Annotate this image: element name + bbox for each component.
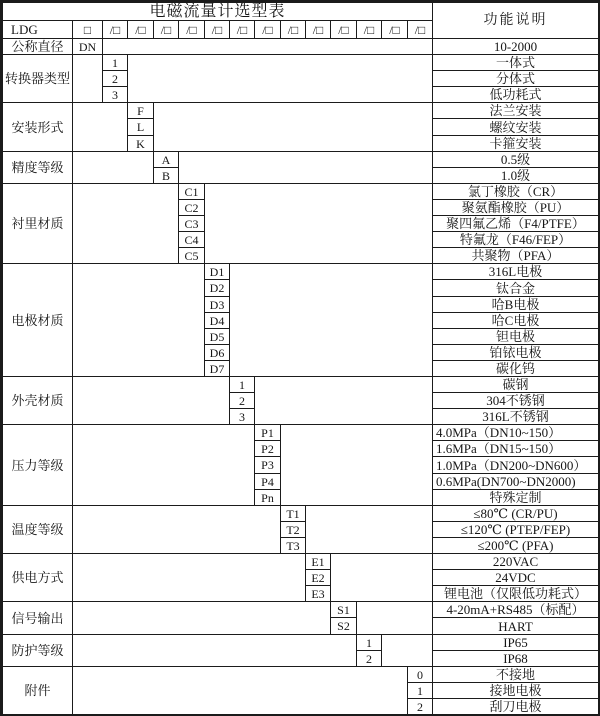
option-code-power-supply-E2: E2	[305, 569, 331, 586]
option-desc-pressure-rating-Pn: 特殊定制	[432, 489, 599, 506]
section-spacer-left-converter-type	[72, 54, 103, 103]
section-label-lining-material: 衬里材质	[2, 183, 73, 264]
option-code-housing-material-3: 3	[229, 408, 255, 425]
section-label-housing-material: 外壳材质	[2, 376, 73, 425]
section-spacer-right-converter-type	[127, 54, 433, 103]
section-label-converter-type: 转换器类型	[2, 54, 73, 103]
code-slot-12: /□	[381, 20, 408, 39]
section-spacer-right-pressure-rating	[280, 424, 433, 506]
option-code-converter-type-2: 2	[102, 70, 128, 87]
option-code-accessories-2: 2	[407, 698, 433, 715]
option-desc-accessories-2: 刮刀电极	[432, 698, 599, 715]
option-desc-accuracy-class-B: 1.0级	[432, 167, 599, 184]
section-label-nominal-diameter: 公称直径	[2, 38, 73, 55]
section-label-accuracy-class: 精度等级	[2, 151, 73, 184]
section-spacer-right-accuracy-class	[178, 151, 433, 184]
option-code-converter-type-3: 3	[102, 86, 128, 103]
option-code-pressure-rating-P2: P2	[254, 440, 281, 457]
option-desc-nominal-diameter-DN: 10-2000	[432, 38, 599, 55]
section-spacer-left-pressure-rating	[72, 424, 255, 506]
option-desc-lining-material-C2: 聚氨酯橡胶（PU）	[432, 199, 599, 216]
code-slot-6: /□	[229, 20, 255, 39]
section-spacer-left-installation-type	[72, 102, 128, 152]
option-code-installation-type-L: L	[127, 118, 154, 136]
option-code-lining-material-C4: C4	[178, 231, 205, 248]
option-code-temperature-rating-T3: T3	[280, 537, 306, 554]
option-desc-temperature-rating-T1: ≤80℃ (CR/PU)	[432, 505, 599, 522]
option-desc-power-supply-E3: 锂电池（仅限低功耗式）	[432, 585, 599, 602]
option-code-temperature-rating-T2: T2	[280, 521, 306, 538]
option-desc-pressure-rating-P4: 0.6MPa(DN700~DN2000)	[432, 473, 599, 490]
code-slot-1: /□	[102, 20, 128, 39]
section-spacer-right-housing-material	[254, 376, 433, 425]
option-code-pressure-rating-P4: P4	[254, 473, 281, 490]
function-description-header: 功能说明	[432, 2, 599, 39]
section-label-accessories: 附件	[2, 666, 73, 715]
option-desc-installation-type-K: 卡箍安装	[432, 135, 599, 152]
section-spacer-left-lining-material	[72, 183, 179, 264]
option-desc-protection-rating-2: IP68	[432, 650, 599, 667]
code-slot-8: /□	[280, 20, 306, 39]
option-code-lining-material-C1: C1	[178, 183, 205, 200]
option-desc-converter-type-3: 低功耗式	[432, 86, 599, 103]
option-desc-lining-material-C5: 共聚物（PFA）	[432, 247, 599, 264]
option-code-pressure-rating-P3: P3	[254, 456, 281, 474]
option-desc-electrode-material-D2: 钛合金	[432, 279, 599, 297]
code-slot-7: /□	[254, 20, 281, 39]
option-desc-accessories-0: 不接地	[432, 666, 599, 683]
section-label-signal-output: 信号输出	[2, 601, 73, 635]
code-slot-13: /□	[407, 20, 433, 39]
option-code-housing-material-2: 2	[229, 392, 255, 409]
option-code-accuracy-class-A: A	[153, 151, 179, 168]
section-spacer-left-accuracy-class	[72, 151, 154, 184]
section-spacer-right-nominal-diameter	[102, 38, 433, 55]
option-desc-power-supply-E1: 220VAC	[432, 553, 599, 570]
code-slot-9: /□	[305, 20, 331, 39]
option-code-lining-material-C2: C2	[178, 199, 205, 216]
option-desc-housing-material-3: 316L不锈钢	[432, 408, 599, 425]
option-code-pressure-rating-Pn: Pn	[254, 489, 281, 506]
model-code-cell: LDG	[2, 20, 73, 39]
option-code-installation-type-F: F	[127, 102, 154, 119]
section-label-power-supply: 供电方式	[2, 553, 73, 602]
option-code-electrode-material-D5: D5	[204, 328, 230, 345]
option-desc-pressure-rating-P1: 4.0MPa（DN10~150）	[432, 424, 599, 441]
code-slot-2: /□	[127, 20, 154, 39]
option-desc-electrode-material-D7: 碳化钨	[432, 360, 599, 377]
option-desc-temperature-rating-T2: ≤120℃ (PTEP/FEP)	[432, 521, 599, 538]
option-desc-converter-type-2: 分体式	[432, 70, 599, 87]
section-spacer-left-electrode-material	[72, 263, 205, 377]
option-desc-pressure-rating-P3: 1.0MPa（DN200~DN600）	[432, 456, 599, 474]
code-slot-10: /□	[330, 20, 357, 39]
section-spacer-left-accessories	[72, 666, 408, 715]
option-code-electrode-material-D4: D4	[204, 312, 230, 329]
option-code-signal-output-S2: S2	[330, 617, 357, 635]
section-label-pressure-rating: 压力等级	[2, 424, 73, 506]
option-desc-lining-material-C4: 特氟龙（F46/FEP）	[432, 231, 599, 248]
section-spacer-right-temperature-rating	[305, 505, 433, 554]
code-slot-11: /□	[356, 20, 382, 39]
option-code-lining-material-C5: C5	[178, 247, 205, 264]
option-code-protection-rating-1: 1	[356, 634, 382, 651]
option-desc-lining-material-C3: 聚四氟乙烯（F4/PTFE）	[432, 215, 599, 232]
option-desc-accuracy-class-A: 0.5级	[432, 151, 599, 168]
option-desc-lining-material-C1: 氯丁橡胶（CR）	[432, 183, 599, 200]
section-spacer-left-protection-rating	[72, 634, 357, 667]
section-label-installation-type: 安装形式	[2, 102, 73, 152]
option-code-housing-material-1: 1	[229, 376, 255, 393]
section-spacer-right-signal-output	[356, 601, 433, 635]
table-title: 电磁流量计选型表	[2, 2, 433, 21]
option-desc-electrode-material-D5: 钽电极	[432, 328, 599, 345]
option-code-power-supply-E1: E1	[305, 553, 331, 570]
section-label-protection-rating: 防护等级	[2, 634, 73, 667]
option-code-pressure-rating-P1: P1	[254, 424, 281, 441]
option-desc-pressure-rating-P2: 1.6MPa（DN15~150）	[432, 440, 599, 457]
code-slot-5: /□	[204, 20, 230, 39]
option-code-installation-type-K: K	[127, 135, 154, 152]
option-desc-electrode-material-D1: 316L电极	[432, 263, 599, 280]
option-code-power-supply-E3: E3	[305, 585, 331, 602]
section-spacer-left-signal-output	[72, 601, 331, 635]
option-desc-power-supply-E2: 24VDC	[432, 569, 599, 586]
option-code-accessories-0: 0	[407, 666, 433, 683]
option-code-converter-type-1: 1	[102, 54, 128, 71]
option-desc-electrode-material-D6: 铂铱电极	[432, 344, 599, 361]
option-desc-temperature-rating-T3: ≤200℃ (PFA)	[432, 537, 599, 554]
option-code-electrode-material-D1: D1	[204, 263, 230, 280]
option-code-nominal-diameter-DN: DN	[72, 38, 103, 55]
section-spacer-right-electrode-material	[229, 263, 433, 377]
option-desc-converter-type-1: 一体式	[432, 54, 599, 71]
option-code-electrode-material-D2: D2	[204, 279, 230, 297]
section-spacer-left-power-supply	[72, 553, 306, 602]
option-code-protection-rating-2: 2	[356, 650, 382, 667]
option-desc-protection-rating-1: IP65	[432, 634, 599, 651]
section-spacer-right-power-supply	[330, 553, 433, 602]
section-spacer-right-protection-rating	[381, 634, 433, 667]
option-desc-housing-material-2: 304不锈钢	[432, 392, 599, 409]
option-code-accessories-1: 1	[407, 682, 433, 699]
option-desc-electrode-material-D4: 哈C电极	[432, 312, 599, 329]
option-code-temperature-rating-T1: T1	[280, 505, 306, 522]
option-desc-accessories-1: 接地电极	[432, 682, 599, 699]
option-desc-installation-type-F: 法兰安装	[432, 102, 599, 119]
option-desc-signal-output-S2: HART	[432, 617, 599, 635]
option-code-electrode-material-D6: D6	[204, 344, 230, 361]
option-code-accuracy-class-B: B	[153, 167, 179, 184]
section-spacer-left-temperature-rating	[72, 505, 281, 554]
section-label-temperature-rating: 温度等级	[2, 505, 73, 554]
option-code-lining-material-C3: C3	[178, 215, 205, 232]
code-slot-3: /□	[153, 20, 179, 39]
section-label-electrode-material: 电极材质	[2, 263, 73, 377]
option-desc-signal-output-S1: 4-20mA+RS485（标配）	[432, 601, 599, 618]
option-desc-electrode-material-D3: 哈B电极	[432, 296, 599, 313]
option-code-signal-output-S1: S1	[330, 601, 357, 618]
option-code-electrode-material-D3: D3	[204, 296, 230, 313]
option-code-electrode-material-D7: D7	[204, 360, 230, 377]
section-spacer-right-lining-material	[204, 183, 433, 264]
code-slot-4: /□	[178, 20, 205, 39]
section-spacer-left-housing-material	[72, 376, 230, 425]
section-spacer-right-installation-type	[153, 102, 433, 152]
option-desc-installation-type-L: 螺纹安装	[432, 118, 599, 136]
option-desc-housing-material-1: 碳钢	[432, 376, 599, 393]
code-slot-0: □	[72, 20, 103, 39]
